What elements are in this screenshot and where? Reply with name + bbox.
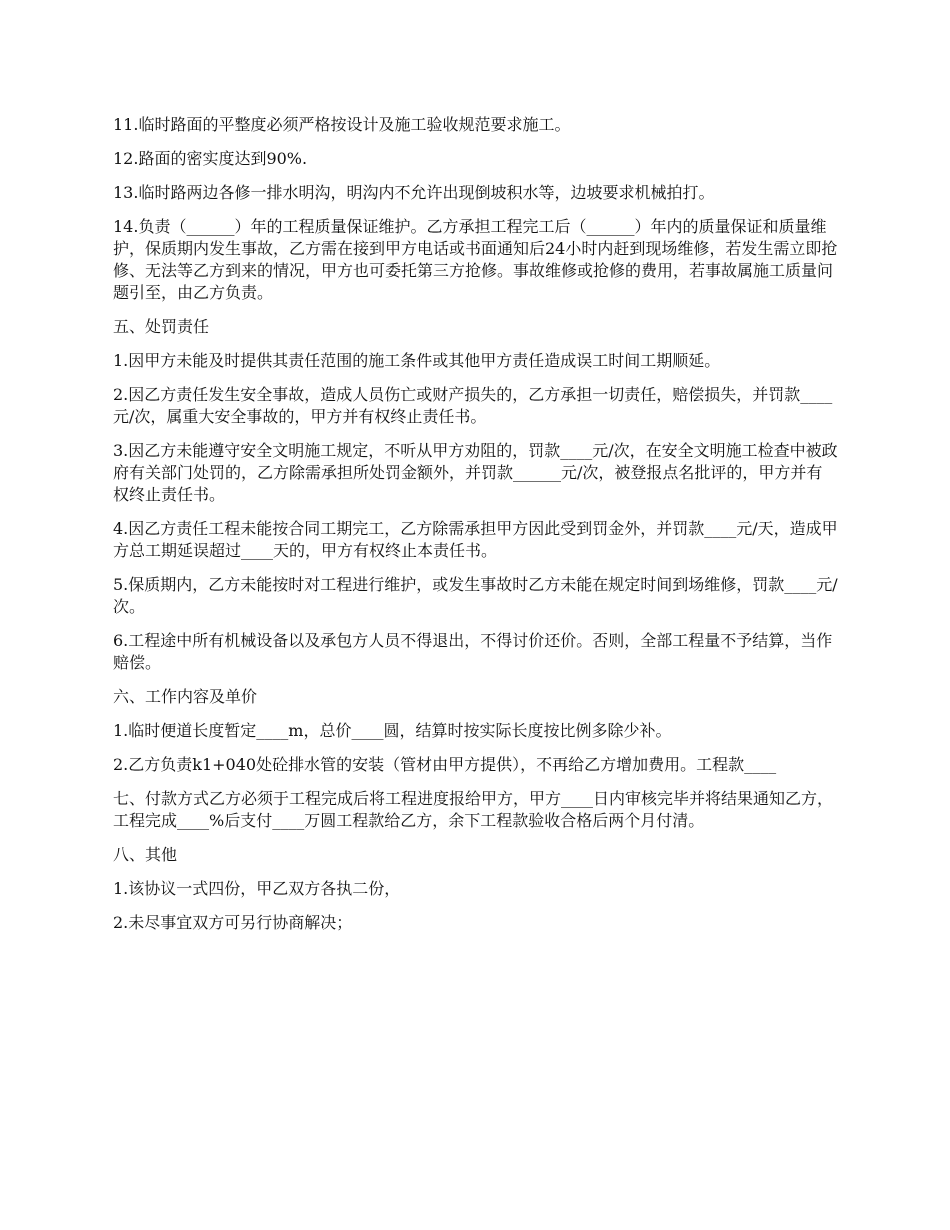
section-heading-other: 八、其他 bbox=[113, 845, 178, 864]
penalty-item-2: 2.因乙方责任发生安全事故，造成人员伤亡或财产损失的，乙方承担一切责任，赔偿损失，并罚款____元/次，属重大安全事故的，甲方并有权终止责任书。 bbox=[113, 385, 833, 426]
other-item-2: 2.未尽事宜双方可另行协商解决； bbox=[113, 913, 353, 932]
penalty-item-1: 1.因甲方未能及时提供其责任范围的施工条件或其他甲方责任造成误工时间工期顺延。 bbox=[113, 351, 721, 370]
other-item-1: 1.该协议一式四份，甲乙双方各执二份， bbox=[113, 879, 401, 898]
paragraph-item-13: 13.临时路两边各修一排水明沟，明沟内不允许出现倒坡积水等，边坡要求机械拍打。 bbox=[113, 183, 715, 202]
penalty-item-6: 6.工程途中所有机械设备以及承包方人员不得退出，不得讨价还价。否则，全部工程量不予结算，当作赔偿。 bbox=[113, 631, 833, 672]
penalty-item-4: 4.因乙方责任工程未能按合同工期完工，乙方除需承担甲方因此受到罚金外，并罚款____元/天，造成甲方总工期延误超过____天的，甲方有权终止本责任书。 bbox=[113, 519, 838, 560]
penalty-item-5: 5.保质期内，乙方未能按时对工程进行维护，或发生事故时乙方未能在规定时间到场维修，罚款____元/次。 bbox=[113, 575, 838, 616]
section-heading-work-content: 六、工作内容及单价 bbox=[113, 687, 258, 706]
section-heading-penalties: 五、处罚责任 bbox=[113, 317, 210, 336]
work-item-1: 1.临时便道长度暂定____m，总价____圆，结算时按实际长度按比例多除少补。 bbox=[113, 721, 672, 740]
paragraph-item-12: 12.路面的密实度达到90%. bbox=[113, 149, 308, 168]
work-item-2: 2.乙方负责k1+040处砼排水管的安装（管材由甲方提供），不再给乙方增加费用。工程款____ bbox=[113, 755, 777, 774]
paragraph-item-14: 14.负责（______）年的工程质量保证维护。乙方承担工程完工后（______）年内的质量保证和质量维护，保质期内发生事故，乙方需在接到甲方电话或书面通知后24小时内赶到现场维修，若发生需立即抢修、无法等乙方到来的情况，甲方也可委托第三方抢修。事故维修或抢修的费用，若事故属施工质量问题引至，由乙方负责。 bbox=[113, 217, 838, 302]
document-body bbox=[113, 114, 838, 946]
penalty-item-3: 3.因乙方未能遵守安全文明施工规定，不听从甲方劝阻的，罚款____元/次，在安全文明施工检查中被政府有关部门处罚的，乙方除需承担所处罚金额外，并罚款______元/次，被登报点名批评的，甲方并有权终止责任书。 bbox=[113, 441, 838, 504]
section-payment-method: 七、付款方式乙方必须于工程完成后将工程进度报给甲方，甲方____日内审核完毕并将结果通知乙方，工程完成____%后支付____万圆工程款给乙方，余下工程款验收合格后两个月付清。 bbox=[113, 789, 834, 830]
paragraph-item-11: 11.临时路面的平整度必须严格按设计及施工验收规范要求施工。 bbox=[113, 115, 571, 134]
